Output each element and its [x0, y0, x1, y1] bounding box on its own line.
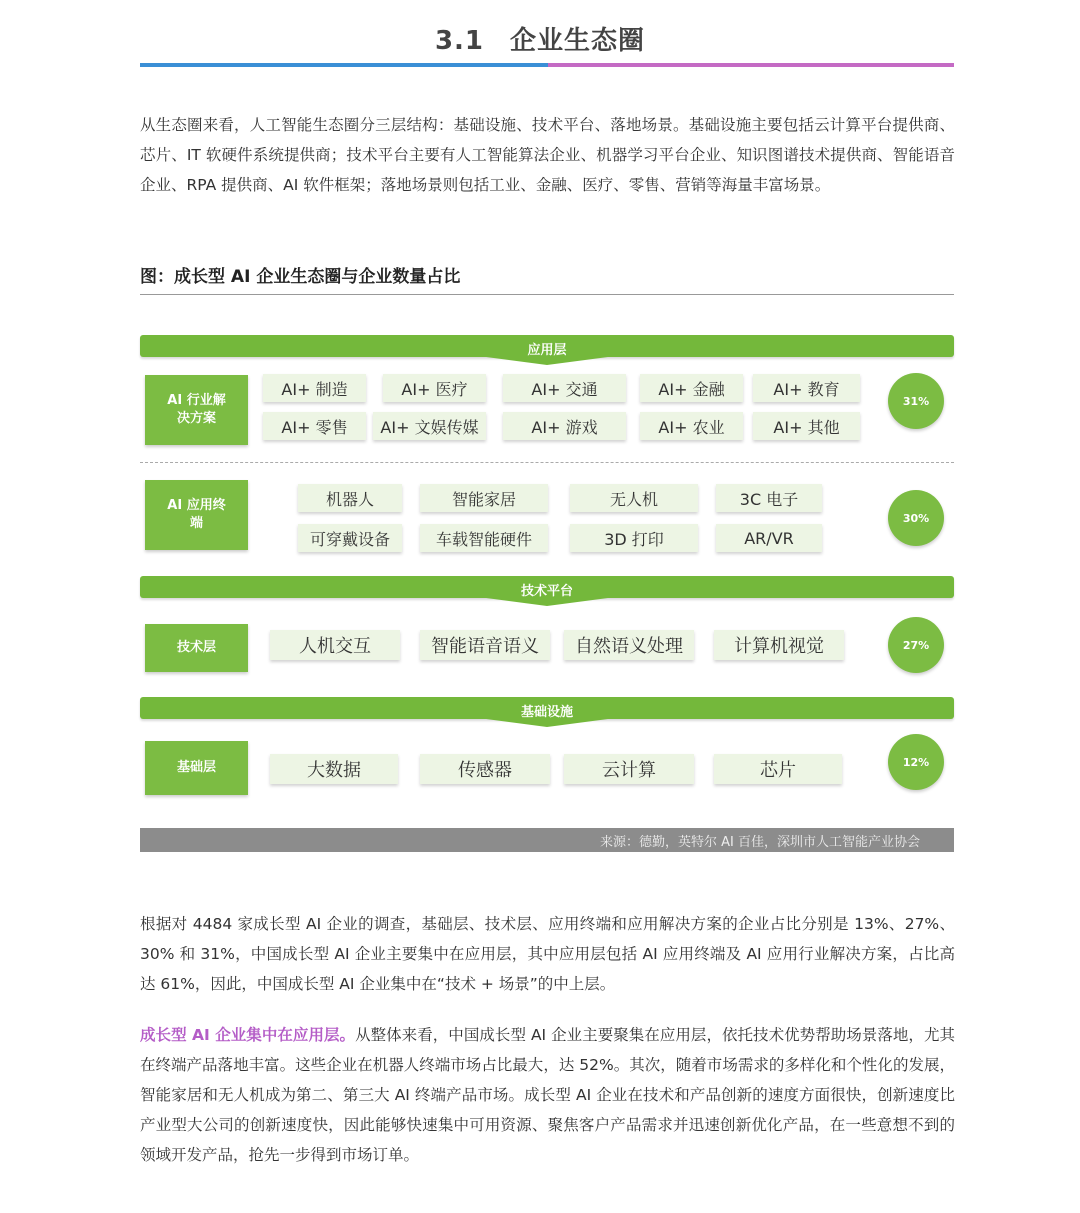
chip-3c-electronics: 3C 电子 [716, 484, 822, 512]
category-infra-layer: 基础层 [145, 741, 248, 795]
banner-label: 技术平台 [520, 584, 573, 599]
chip-3d-printing: 3D 打印 [570, 524, 698, 552]
banner-infrastructure [140, 697, 954, 719]
title-rule-blue [140, 63, 548, 67]
chip-ar-vr: AR/VR [716, 524, 822, 552]
title-rule-purple [548, 63, 954, 67]
figure-title-rule [140, 294, 954, 295]
application-layer-paragraph [140, 1020, 955, 1170]
figure-title: 图：成长型 AI 企业生态圈与企业数量占比 [140, 267, 461, 287]
chip-wearables: 可穿戴设备 [298, 524, 402, 552]
chip-ai-retail: AI+ 零售 [263, 412, 366, 440]
share-circle-tech: 27% [888, 617, 944, 673]
category-ai-solutions [145, 375, 248, 445]
section-number: 3.1 [434, 26, 485, 56]
banner-label: 基础设施 [520, 705, 573, 720]
banner-label: 应用层 [527, 343, 567, 358]
chip-computer-vision: 计算机视觉 [714, 630, 844, 660]
paragraph-body: 从整体来看，中国成长型 AI 企业主要聚集在应用层，依托技术优势帮助场景落地，尤其在终端产品落地丰富。这些企业在机器人终端市场占比最大，达 52%。其次，随着市场需求的多样化和个性化的发展，智能家居和无人机成为第二、第三大 AI 终端产品市场。成长型 AI 企业在技术和产品创新的速度方面很快，创新速度比产业型大公司的创新速度快，因此能够快速集中可用资源、聚焦客户产品需求并迅速创新优化产品，在一些意想不到的领域开发产品，抢先一步得到市场订单。 [140, 1026, 955, 1164]
chip-ai-gaming: AI+ 游戏 [503, 412, 626, 440]
figure-source: 来源：德勤，英特尔 AI 百佳，深圳市人工智能产业协会 [140, 828, 954, 852]
divider-dashed [140, 462, 954, 463]
chip-robot: 机器人 [298, 484, 402, 512]
chip-ai-agriculture: AI+ 农业 [640, 412, 743, 440]
intro-paragraph: 从生态圈来看，人工智能生态圈分三层结构：基础设施、技术平台、落地场景。基础设施主要包括云计算平台提供商、芯片、IT 软硬件系统提供商；技术平台主要有人工智能算法企业、机器学习平台企业、知识图谱技术提供商、智能语音企业、RPA 提供商、AI 软件框架；落地场景则包括工业、金融、医疗、零售、营销等海量丰富场景。 [140, 116, 955, 194]
share-circle-terminals: 30% [888, 490, 944, 546]
chip-drone: 无人机 [570, 484, 698, 512]
highlight-heading: 成长型 AI 企业集中在应用层。 [140, 1026, 356, 1044]
share-circle-solutions: 31% [888, 373, 944, 429]
category-ai-terminals [145, 480, 248, 550]
survey-paragraph: 根据对 4484 家成长型 AI 企业的调查，基础层、技术层、应用终端和应用解决方案的企业占比分别是 13%、27%、30% 和 31%，中国成长型 AI 企业主要集中在应用层，其中应用层包括 AI 应用终端及 AI 应用行业解决方案，占比高达 61%，因此，中国成长型 AI 企业集中在“技术 + 场景”的中上层。 [140, 915, 955, 993]
share-circle-infra: 12% [888, 734, 944, 790]
category-tech-layer: 技术层 [145, 624, 248, 672]
chip-sensor: 传感器 [420, 754, 550, 784]
chip-ai-media: AI+ 文娱传媒 [373, 412, 486, 440]
section-title [0, 20, 1080, 57]
chip-ai-finance: AI+ 金融 [640, 374, 743, 402]
chip-cloud-computing: 云计算 [564, 754, 694, 784]
chip-hci: 人机交互 [270, 630, 400, 660]
banner-app-layer [140, 335, 954, 357]
chip-nlp: 自然语义处理 [564, 630, 694, 660]
chip-ai-other: AI+ 其他 [753, 412, 860, 440]
chip-chip: 芯片 [714, 754, 842, 784]
chip-ai-medical: AI+ 医疗 [383, 374, 486, 402]
chip-big-data: 大数据 [270, 754, 398, 784]
chip-speech: 智能语音语义 [420, 630, 550, 660]
chip-ai-transport: AI+ 交通 [503, 374, 626, 402]
chip-ai-education: AI+ 教育 [753, 374, 860, 402]
chip-smart-home: 智能家居 [420, 484, 548, 512]
chip-vehicle-hardware: 车载智能硬件 [420, 524, 548, 552]
section-title-text: 企业生态圈 [510, 26, 646, 56]
chip-ai-manufacturing: AI+ 制造 [263, 374, 366, 402]
category-label: AI 应用终端 [167, 498, 226, 531]
category-label: AI 行业解决方案 [167, 393, 226, 426]
banner-tech-platform [140, 576, 954, 598]
